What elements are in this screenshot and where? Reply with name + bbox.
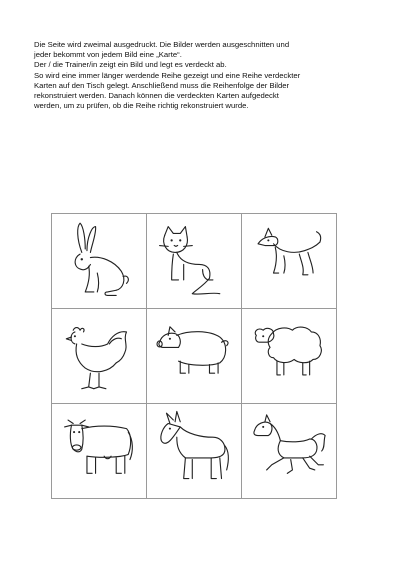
chicken-icon <box>56 313 142 399</box>
cow-icon <box>56 408 142 494</box>
instruction-line: werden, um zu prüfen, ob die Reihe richtig rekonstruiert wurde. <box>34 101 249 111</box>
dog-icon <box>246 218 332 304</box>
instruction-line: So wird eine immer länger werdende Reihe gezeigt und eine Reihe verdeckter <box>34 70 301 80</box>
card-chicken <box>52 309 147 404</box>
card-cow <box>52 404 147 499</box>
card-dog <box>242 214 337 309</box>
instruction-line: jeder bekommt von jedem Bild eine „Karte“. <box>34 50 182 60</box>
card-cat <box>147 214 242 309</box>
instruction-line: Die Seite wird zweimal ausgedruckt. Die Bilder werden ausgeschnitten und <box>34 40 290 49</box>
instruction-line: Karten auf den Tisch gelegt. Anschließend muss die Reihenfolge der Bilder <box>34 80 290 90</box>
donkey-icon <box>151 408 237 494</box>
instruction-line: Der / die Trainer/in zeigt ein Bild und legt es verdeckt ab. <box>34 60 227 70</box>
cat-icon <box>151 218 237 304</box>
card-donkey <box>147 404 242 499</box>
instruction-line: rekonstruiert werden. Danach können die verdeckten Karten aufgedeckt <box>34 91 279 101</box>
card-pig <box>147 309 242 404</box>
animal-card-grid <box>51 213 337 499</box>
card-sheep <box>242 309 337 404</box>
pig-icon <box>151 313 237 399</box>
horse-icon <box>246 408 332 494</box>
sheep-icon <box>246 313 332 399</box>
card-rabbit <box>52 214 147 309</box>
instructions-text <box>34 40 369 111</box>
card-horse <box>242 404 337 499</box>
rabbit-icon <box>56 218 142 304</box>
